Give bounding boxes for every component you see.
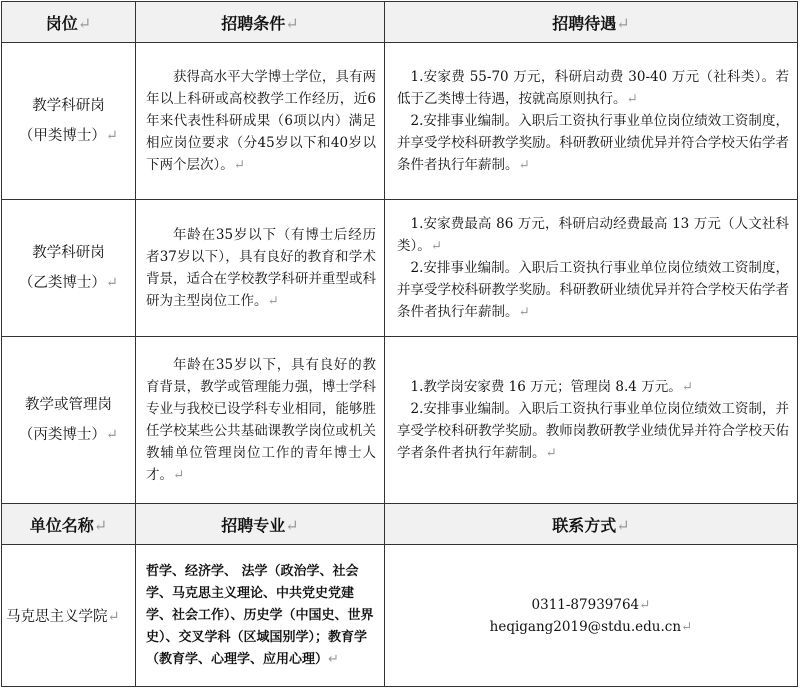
header-benefits: 招聘待遇↵ bbox=[385, 2, 798, 43]
benefits-cell: 1.教学岗安家费 16 万元；管理岗 8.4 万元。↵ 2.安排事业编制。入职后工资执行事业单位岗位绩效工资制，并享受学校科研教学奖励。教师岗教研教学业绩优异并符合学校天佑学者条件者执行年薪制。↵ bbox=[385, 337, 798, 504]
contact-phone: 0311-87939764 bbox=[531, 596, 640, 613]
header-row bbox=[2, 2, 798, 43]
unit-row bbox=[2, 545, 798, 687]
majors-cell: 哲学、经济学、 法学（政治学、社会学、马克思主义理论、中共党史党建学、社会工作）、历史学（中国史、世界史）、交叉学科（区域国别学）；教育学（教育学、心理学、应用心理）↵ bbox=[136, 545, 385, 687]
position-cell: 教学科研岗 （甲类博士）↵ bbox=[2, 43, 136, 200]
table-row bbox=[2, 337, 798, 504]
benefits-cell: 1.安家费 55-70 万元，科研启动费 30-40 万元（社科类）。若低于乙类博士待遇，按就高原则执行。↵ 2.安排事业编制。入职后工资执行事业单位岗位绩效工资制度，并享受学校科研教学奖励。科研教研业绩优异并符合学校天佑学者条件者执行年薪制。↵ bbox=[385, 43, 798, 200]
recruitment-table bbox=[1, 1, 798, 687]
benefits-cell: 1.安家费最高 86 万元，科研启动经费最高 13 万元（人文社科类）。↵ 2.安排事业编制。入职后工资执行事业单位岗位绩效工资制度，并享受学校科研教学奖励。科研教研业绩优异并符合学校天佑学者条件者执行年薪制。↵ bbox=[385, 200, 798, 337]
table-row bbox=[2, 200, 798, 337]
conditions-cell: 获得高水平大学博士学位，具有两年以上科研或高校教学工作经历，近6年来代表性科研成果（6项以内）满足相应岗位要求（分45岁以下和40岁以下两个层次）。↵ bbox=[136, 43, 385, 200]
header-row-2 bbox=[2, 504, 798, 545]
header-position: 岗位↵ bbox=[2, 2, 136, 43]
header-contact: 联系方式↵ bbox=[385, 504, 798, 545]
position-cell: 教学或管理岗 （丙类博士）↵ bbox=[2, 337, 136, 504]
header-unit: 单位名称↵ bbox=[2, 504, 136, 545]
header-majors: 招聘专业↵ bbox=[136, 504, 385, 545]
contact-cell: 0311-87939764↵ heqigang2019@stdu.edu.cn↵ bbox=[385, 545, 798, 687]
header-conditions: 招聘条件↵ bbox=[136, 2, 385, 43]
table-row bbox=[2, 43, 798, 200]
conditions-cell: 年龄在35岁以下，具有良好的教育背景，教学或管理能力强，博士学科专业与我校已设学科专业相同，能够胜任学校某些公共基础课教学岗位或机关教辅单位管理岗位工作的青年博士人才。↵ bbox=[136, 337, 385, 504]
contact-email[interactable]: heqigang2019@stdu.edu.cn bbox=[489, 618, 682, 635]
position-cell: 教学科研岗 （乙类博士）↵ bbox=[2, 200, 136, 337]
unit-name-cell: 马克思主义学院↵ bbox=[2, 545, 136, 687]
conditions-cell: 年龄在35岁以下（有博士后经历者37岁以下），具有良好的教育和学术背景，适合在学校教学科研并重型或科研为主型岗位工作。↵ bbox=[136, 200, 385, 337]
